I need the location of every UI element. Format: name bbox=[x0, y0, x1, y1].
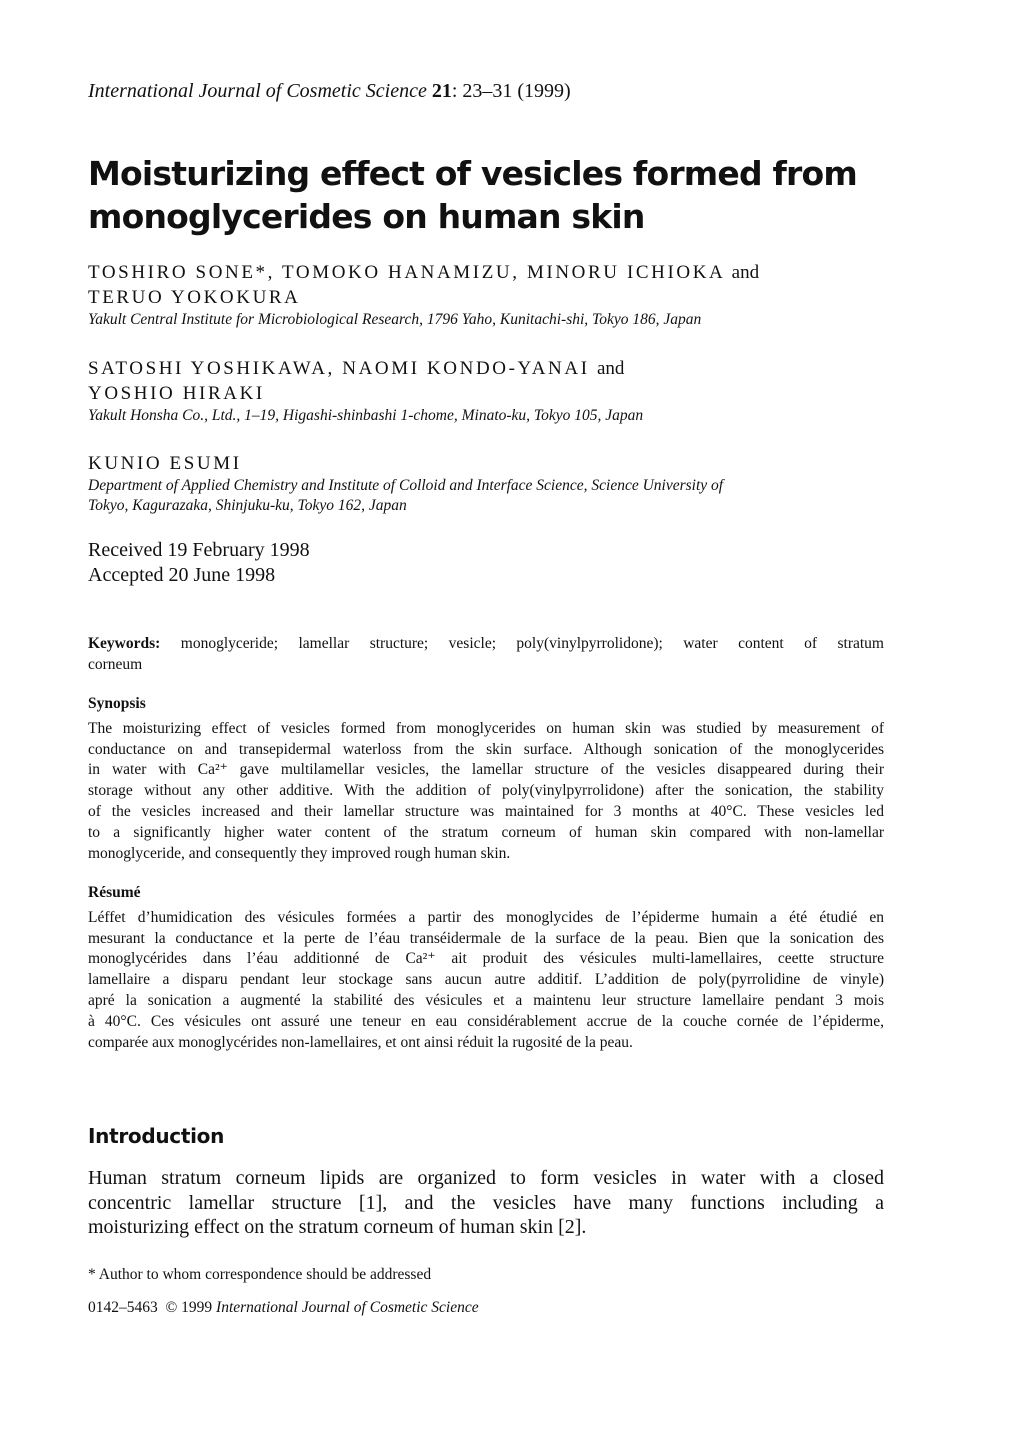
dates bbox=[88, 538, 884, 588]
text-line: à 40°C. Ces vésicules ont assuré une teneur en eau considérablement accrue de la couche cornée de l’épiderme, bbox=[88, 1012, 884, 1030]
text-line: Léffet d’humidication des vésicules formées a partir des monoglycides de l’épiderme humain a été étudié en bbox=[88, 908, 884, 926]
text-line: The moisturizing effect of vesicles formed from monoglycerides on human skin was studied by measurement of bbox=[88, 719, 884, 737]
author-names: YOSHIO HIRAKI bbox=[88, 383, 265, 404]
keywords-text: corneum bbox=[88, 655, 143, 673]
resume-body bbox=[88, 908, 884, 1054]
journal-citation bbox=[88, 80, 884, 103]
journal-pages: : 23–31 (1999) bbox=[451, 80, 571, 102]
synopsis bbox=[88, 694, 884, 864]
text-line: monoglycérides dans l’éau additionné de Ca²⁺ ait produit des vésicules multi-lamellaires, ceette structure bbox=[88, 950, 884, 968]
author-names: TOSHIRO SONE*, TOMOKO HANAMIZU, MINORU ICHIOKA bbox=[88, 262, 725, 283]
affiliation: Tokyo, Kagurazaka, Shinjuku-ku, Tokyo 162, Japan bbox=[88, 497, 407, 514]
text-line: monoglyceride, and consequently they improved rough human skin. bbox=[88, 844, 511, 862]
paper-title bbox=[88, 152, 884, 238]
author-group-1 bbox=[88, 260, 884, 330]
text-line: moisturizing effect on the stratum corneum of human skin [2]. bbox=[88, 1216, 587, 1238]
text-line: of the vesicles increased and their lamellar structure was maintained for 3 months at 40°C. These vesicles led bbox=[88, 802, 884, 820]
author-group-2 bbox=[88, 356, 884, 426]
text-line: concentric lamellar structure [1], and the vesicles have many functions including a bbox=[88, 1191, 884, 1214]
text-line: in water with Ca²⁺ gave multilamellar vesicles, the lamellar structure of the vesicles disappeared during their bbox=[88, 761, 884, 779]
author-names: TERUO YOKOKURA bbox=[88, 287, 301, 308]
author-names: KUNIO ESUMI bbox=[88, 453, 242, 474]
text-line: mesurant la conductance et la perte de l’éau transéidermale de la surface de la peau. Bien que la sonication des bbox=[88, 929, 884, 947]
journal-volume: 21 bbox=[431, 80, 452, 102]
keywords-label: Keywords: bbox=[88, 635, 161, 652]
synopsis-heading: Synopsis bbox=[88, 695, 146, 712]
introduction-heading: Introduction bbox=[88, 1124, 225, 1148]
issn: 0142–5463 © 1999 bbox=[88, 1299, 217, 1316]
copyright-journal: International Journal of Cosmetic Science bbox=[216, 1299, 479, 1316]
text-line: apré la sonication a augmenté la stabilité des vésicules et a maintenu leur structure lamellaire pendant 3 mois bbox=[88, 991, 884, 1009]
text-line: storage without any other additive. With the addition of poly(vinylpyrrolidone) after the sonication, the stability bbox=[88, 782, 884, 800]
introduction-body bbox=[88, 1166, 884, 1240]
title-line: Moisturizing effect of vesicles formed from bbox=[88, 154, 857, 193]
author-names: SATOSHI YOSHIKAWA, NAOMI KONDO-YANAI bbox=[88, 358, 590, 379]
text-line: comparée aux monoglycérides non-lamellaires, et ont ainsi réduit la rugosité de la peau. bbox=[88, 1033, 633, 1051]
author-group-3 bbox=[88, 451, 884, 516]
journal-name: International Journal of Cosmetic Science bbox=[88, 80, 427, 102]
resume-heading: Résumé bbox=[88, 884, 141, 901]
text-line: to a significantly higher water content of the stratum corneum of human skin compared with non-lamellar bbox=[88, 823, 884, 841]
keywords-text: monoglyceride; lamellar structure; vesicle; poly(vinylpyrrolidone); water content of stratum bbox=[180, 635, 884, 652]
text-line: Human stratum corneum lipids are organized to form vesicles in water with a closed bbox=[88, 1167, 884, 1189]
keywords bbox=[88, 634, 884, 676]
synopsis-body bbox=[88, 719, 884, 865]
affiliation: Yakult Central Institute for Microbiological Research, 1796 Yaho, Kunitachi-shi, Tokyo 186, Japan bbox=[88, 311, 702, 328]
received-date: Received 19 February 1998 bbox=[88, 539, 310, 561]
copyright bbox=[88, 1299, 884, 1317]
and-text: and bbox=[597, 358, 625, 379]
affiliation: Department of Applied Chemistry and Institute of Colloid and Interface Science, Science University of bbox=[88, 477, 724, 494]
title-line: monoglycerides on human skin bbox=[88, 197, 645, 236]
accepted-date: Accepted 20 June 1998 bbox=[88, 564, 276, 586]
footnote: * Author to whom correspondence should be addressed bbox=[88, 1266, 432, 1283]
affiliation: Yakult Honsha Co., Ltd., 1–19, Higashi-shinbashi 1-chome, Minato-ku, Tokyo 105, Japan bbox=[88, 407, 644, 424]
text-line: conductance on and transepidermal waterloss from the skin surface. Although sonication of the monoglycerides bbox=[88, 740, 884, 758]
resume bbox=[88, 883, 884, 1053]
text-line: lamellaire a disparu pendant leur stockage sans aucun autre additif. L’addition de poly(pyrrolidine de vinyle) bbox=[88, 971, 884, 989]
and-text: and bbox=[731, 262, 760, 283]
